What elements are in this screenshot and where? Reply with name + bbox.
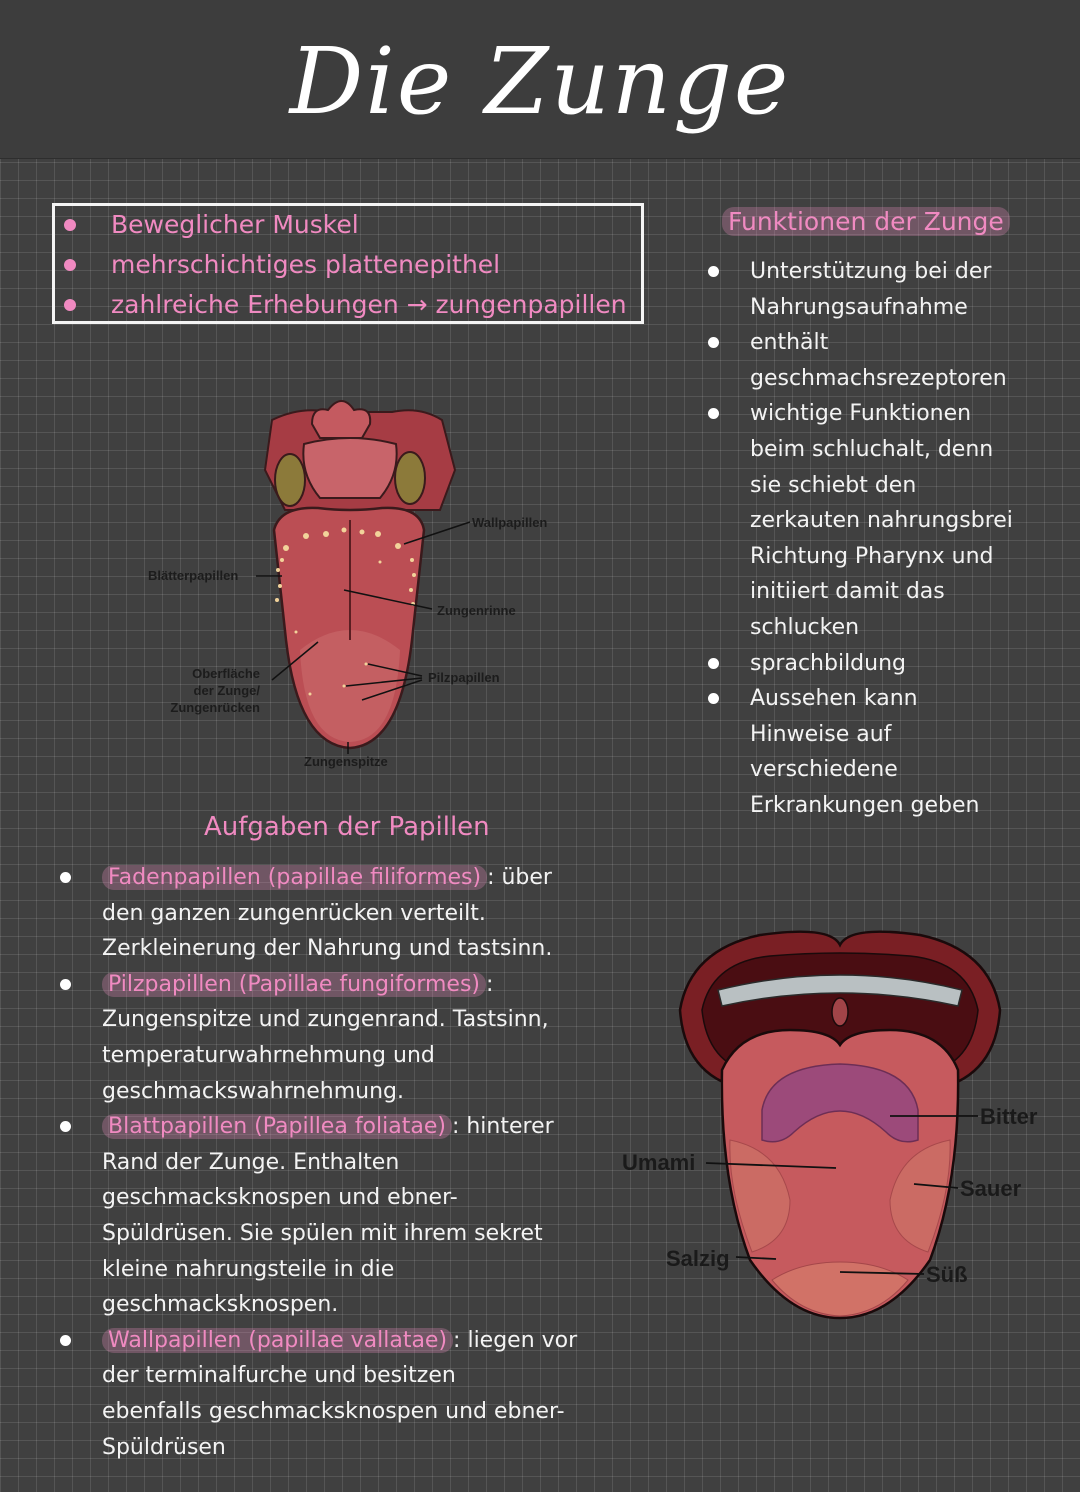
- papillen-line: Zungenspitze und zungenrand. Tastsinn,: [102, 1007, 549, 1033]
- tongue-anatomy-diagram: [140, 400, 580, 780]
- tongue-root: [303, 438, 396, 498]
- papillen-line: Zerkleinerung der Nahrung und tastsinn.: [102, 936, 553, 962]
- tonsil-right: [395, 452, 425, 504]
- papillen-term: Wallpapillen (papillae vallatae): [102, 1328, 453, 1353]
- function-item: [706, 681, 1066, 823]
- label-sauer: Sauer: [960, 1176, 1022, 1201]
- function-line: Hinweise auf: [750, 721, 892, 747]
- papillen-term: Blattpapillen (Papillea foliatae): [102, 1114, 452, 1139]
- bullet-icon: [708, 658, 719, 669]
- papillen-line: geschmacksknospen und ebner-: [102, 1185, 458, 1211]
- label-zungenspitze: Zungenspitze: [304, 754, 388, 769]
- bullet-icon: [708, 337, 719, 348]
- function-item: [706, 325, 1066, 396]
- papillen-line: der terminalfurche und besitzen: [102, 1363, 456, 1389]
- function-line: verschiedene: [750, 757, 898, 783]
- function-item: [706, 254, 1066, 325]
- function-line: Erkrankungen geben: [750, 792, 980, 818]
- function-line: geschmachsrezeptoren: [750, 365, 1007, 391]
- label-suess: Süß: [926, 1262, 968, 1287]
- function-line: beim schluchalt, denn: [750, 436, 994, 462]
- function-line: Aussehen kann: [750, 686, 918, 712]
- function-line: wichtige Funktionen: [750, 401, 972, 427]
- papillen-line: Rand der Zunge. Enthalten: [102, 1149, 400, 1175]
- papillen-heading: Aufgaben der Papillen: [204, 812, 490, 842]
- papillen-item: [58, 1323, 618, 1465]
- function-line: Richtung Pharynx und: [750, 543, 994, 569]
- intro-box: [52, 203, 644, 324]
- papillen-term: Pilzpapillen (Papillae fungiformes): [102, 972, 486, 997]
- functions-heading-text: Funktionen der Zunge: [722, 207, 1010, 236]
- papillen-line: geschmackswahrnehmung.: [102, 1078, 404, 1104]
- papillen-term: Fadenpapillen (papillae filiformes): [102, 865, 487, 890]
- suess-zone: [772, 1262, 908, 1316]
- papillen-term-rest: : liegen vor: [453, 1327, 578, 1353]
- uvula-shape: [832, 998, 848, 1026]
- label-zungenrinne: Zungenrinne: [437, 603, 516, 618]
- bullet-icon: [60, 1335, 71, 1346]
- papillen-line: [102, 860, 618, 896]
- label-oberflaeche-2: der Zunge/: [193, 683, 260, 698]
- function-item: [706, 396, 1066, 645]
- bullet-icon: [64, 259, 76, 271]
- papillen-line: [102, 1109, 618, 1145]
- papillen-line: ebenfalls geschmacksknospen und ebner-: [102, 1398, 565, 1424]
- functions-heading: [722, 207, 1010, 236]
- function-line: enthält: [750, 330, 829, 356]
- papillen-line: den ganzen zungenrücken verteilt.: [102, 900, 486, 926]
- bullet-icon: [708, 693, 719, 704]
- bullet-icon: [60, 979, 71, 990]
- papillen-term-rest: : hinterer: [451, 1114, 554, 1140]
- papillen-line: temperaturwahrnehmung und: [102, 1042, 435, 1068]
- intro-point-text: zahlreiche Erhebungen → zungenpapillen: [111, 290, 627, 319]
- function-line: initiiert damit das: [750, 579, 945, 605]
- page-title: Die Zunge: [289, 28, 791, 135]
- function-line: sie schiebt den: [750, 472, 917, 498]
- functions-list: [706, 254, 1066, 824]
- tonsil-left: [275, 454, 305, 506]
- papillen-line: [102, 1323, 618, 1359]
- label-wallpapillen: Wallpapillen: [472, 515, 548, 530]
- label-salzig: Salzig: [666, 1246, 730, 1271]
- function-line: zerkauten nahrungsbrei: [750, 508, 1013, 534]
- function-line: Unterstützung bei der: [750, 259, 992, 284]
- papillen-term-rest: : über: [487, 865, 552, 890]
- papillen-term-rest: :: [486, 971, 494, 997]
- intro-point-text: mehrschichtiges plattenepithel: [111, 250, 501, 279]
- papillen-line: kleine nahrungsteile in die: [102, 1256, 395, 1282]
- bullet-icon: [64, 219, 76, 231]
- bullet-icon: [708, 266, 719, 277]
- function-item: [706, 646, 1066, 682]
- label-oberflaeche-1: Oberfläche: [192, 666, 260, 681]
- bullet-icon: [64, 299, 76, 311]
- function-line: schlucken: [750, 614, 860, 640]
- papillen-line: Spüldrüsen. Sie spülen mit ihrem sekret: [102, 1220, 543, 1246]
- papillen-item: [58, 860, 618, 967]
- papillen-line: Spüldrüsen: [102, 1434, 226, 1460]
- label-bitter: Bitter: [980, 1104, 1038, 1129]
- intro-point-text: Beweglicher Muskel: [111, 210, 359, 239]
- function-line: Nahrungsaufnahme: [750, 294, 968, 320]
- label-blaetterpapillen: Blätterpapillen: [148, 568, 239, 583]
- papillen-item: [58, 1109, 618, 1323]
- bullet-icon: [60, 1121, 71, 1132]
- taste-map-diagram: [610, 920, 1060, 1330]
- epiglottis-shape: [312, 401, 370, 438]
- bullet-icon: [60, 872, 71, 883]
- label-umami: Umami: [622, 1150, 696, 1175]
- function-line: sprachbildung: [750, 650, 906, 676]
- bullet-icon: [708, 408, 719, 419]
- papillen-list: [58, 860, 618, 1465]
- label-oberflaeche-3: Zungenrücken: [170, 700, 260, 715]
- label-pilzpapillen: Pilzpapillen: [428, 670, 500, 685]
- papillen-line: geschmacksknospen.: [102, 1292, 339, 1318]
- header-bar: [0, 0, 1080, 159]
- papillen-item: [58, 967, 618, 1109]
- papillen-line: [102, 967, 618, 1003]
